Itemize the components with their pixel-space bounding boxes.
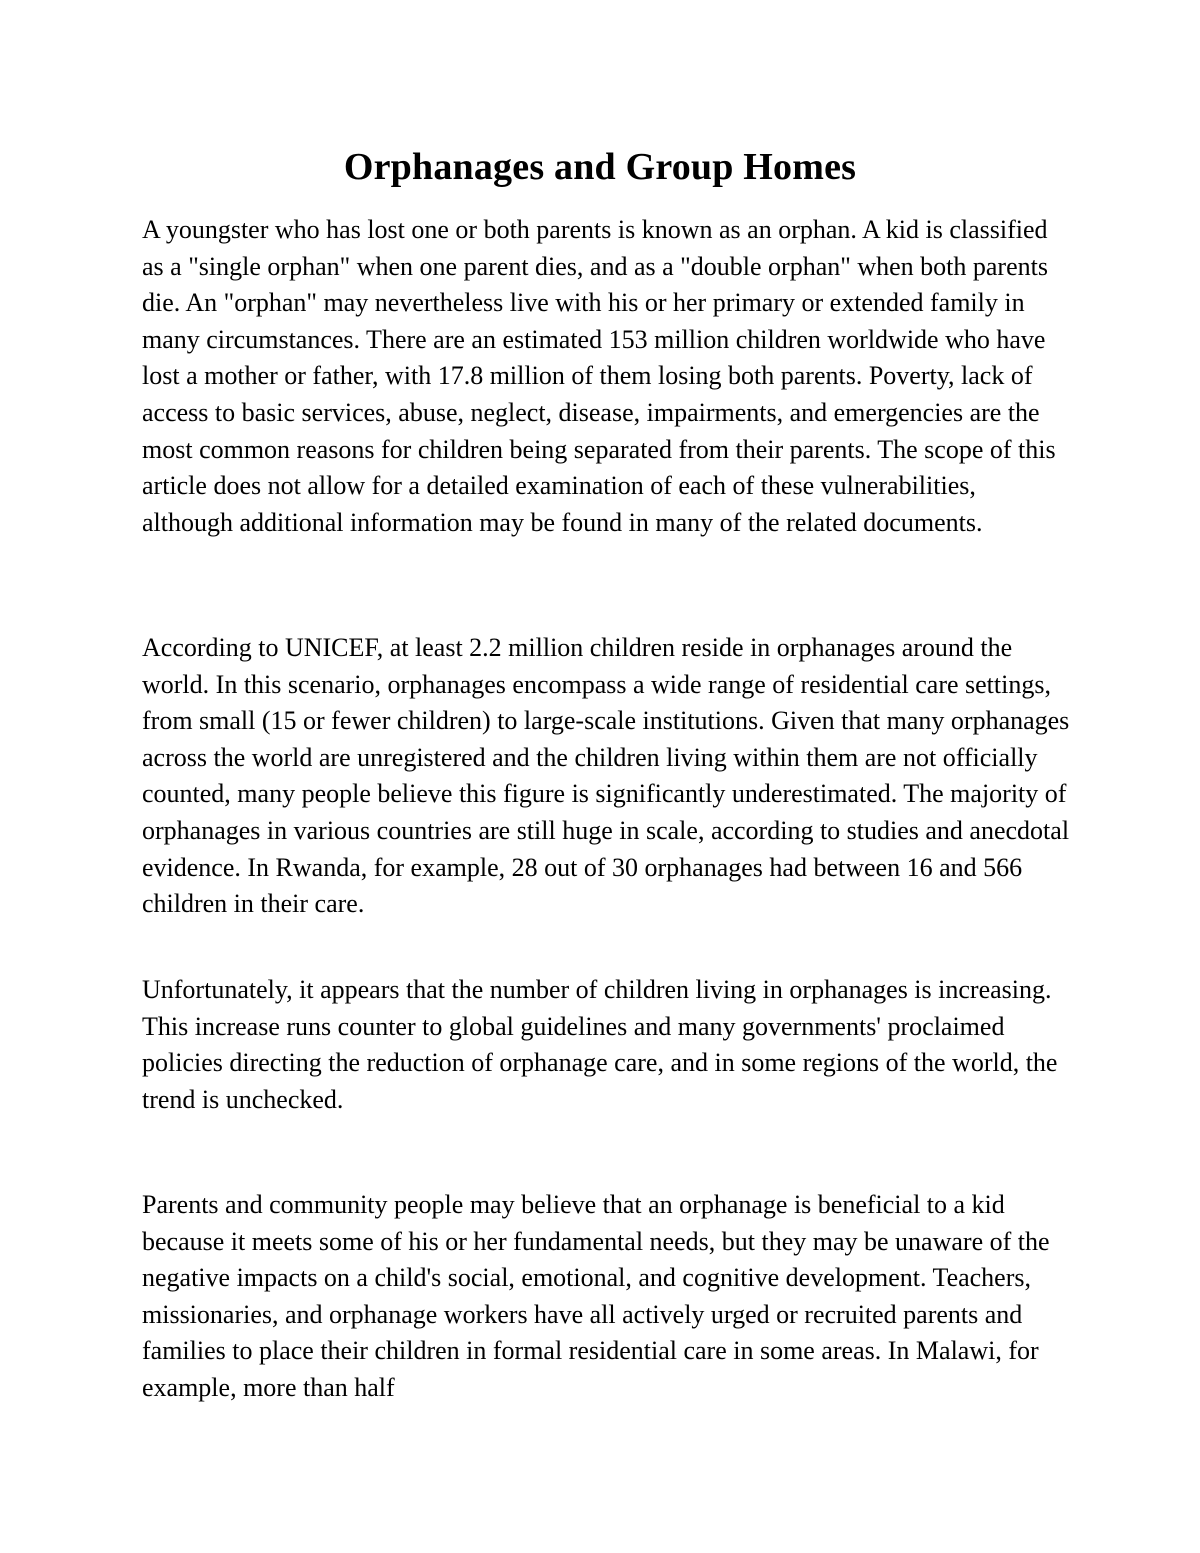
paragraph-orphan-definition: A youngster who has lost one or both parents is known as an orphan. A kid is classified as a "single orphan" when one parent dies, and as a "double orphan" when both parents die. An "orphan" may nevertheless live with his or her primary or extended family in many circumstances. There are an estimated 153 million children worldwide who have lost a mother or father, with 17.8 million of them losing both parents. Poverty, lack of access to basic services, abuse, neglect, disease, impairments, and emergencies are the most common reasons for children being separated from their parents. The scope of this article does not allow for a detailed examination of each of these vulnerabilities, although additional information may be found in many of the related documents.: [142, 215, 1056, 537]
document-title: Orphanages and Group Homes: [343, 146, 857, 188]
paragraph-increasing-trend: Unfortunately, it appears that the number of children living in orphanages is increasing. This increase runs counter to global guidelines and many governments' proclaimed policies directing the reduction of orphanage care, and in some regions of the world, the trend is unchecked.: [142, 975, 1058, 1114]
paragraph-parent-beliefs: Parents and community people may believe that an orphanage is beneficial to a kid because it meets some of his or her fundamental needs, but they may be unaware of the negative impacts on a child's social, emotional, and cognitive development. Teachers, missionaries, and orphanage workers have all actively urged or recruited parents and families to place their children in formal residential care in some areas. In Malawi, for example, more than half: [142, 1190, 1050, 1402]
paragraph-unicef-statistics: According to UNICEF, at least 2.2 million children reside in orphanages around the world. In this scenario, orphanages encompass a wide range of residential care settings, from small (15 or fewer children) to large-scale institutions. Given that many orphanages across the world are unregistered and the children living within them are not officially counted, many people believe this figure is significantly underestimated. The majority of orphanages in various countries are still huge in scale, according to studies and anecdotal evidence. In Rwanda, for example, 28 out of 30 orphanages had between 16 and 566 children in their care.: [142, 633, 1070, 919]
